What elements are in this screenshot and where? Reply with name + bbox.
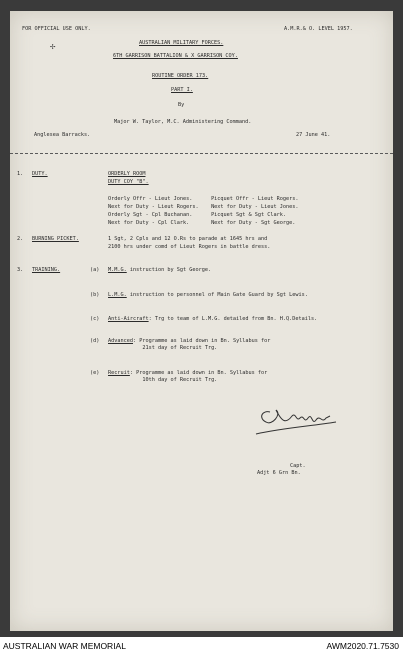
commander-line: Major W. Taylor, M.C. Administering Command. [114, 119, 252, 125]
item-number: 2. [17, 236, 24, 242]
handwritten-signature [252, 402, 342, 444]
reference-label: A.M.R.& O. LEVEL 1957. [284, 26, 353, 32]
item-line: ORDERLY ROOM [108, 171, 146, 177]
sub-key: (e) [90, 370, 100, 376]
divider-rule [10, 153, 393, 154]
sub-line: Anti-Aircraft: Trg to team of L.M.G. detailed from Bn. H.Q.Details. [108, 316, 318, 322]
item-line: Orderly Offr - Lieut Jones. Picquet Offr - Lieut Rogers. [108, 196, 299, 202]
archive-footer [0, 637, 403, 653]
date-label: 27 June 41. [296, 132, 331, 138]
sub-line: 21st day of Recruit Trg. [108, 345, 218, 351]
sub-line: Recruit: Programme as laid down in Bn. Syllabus for [108, 370, 268, 376]
classification-label: FOR OFFICIAL USE ONLY. [22, 26, 91, 32]
sub-key: (a) [90, 267, 100, 273]
sub-line: L.M.G. instruction to personnel of Main Gate Guard by Sgt Lewis. [108, 292, 308, 298]
location-label: Anglesea Barracks. [34, 132, 91, 138]
signatory-rank: Capt. [290, 463, 306, 469]
item-number: 3. [17, 267, 24, 273]
signatory-role: Adjt 6 Grn Bn. [257, 470, 301, 476]
sub-line: M.M.G. instruction by Sgt George. [108, 267, 212, 273]
item-number: 1. [17, 171, 24, 177]
sub-line: 10th day of Recruit Trg. [108, 377, 218, 383]
sub-line: Advanced: Programme as laid down in Bn. Syllabus for [108, 338, 271, 344]
item-line: Next for Duty - Lieut Rogers. Next for Duty - Lieut Jones. [108, 204, 299, 210]
item-line: 2100 hrs under comd of Lieut Rogers in battle dress. [108, 244, 271, 250]
order-title: ROUTINE ORDER 173. [152, 73, 209, 79]
footer-institution: AUSTRALIAN WAR MEMORIAL [3, 641, 126, 651]
part-heading: PART I. [171, 87, 193, 93]
item-line: DUTY COY "B". [108, 179, 149, 185]
by-label: By [178, 102, 185, 108]
item-line: Orderly Sgt - Cpl Buchanan. Picquet Sgt & Sgt Clark. [108, 212, 287, 218]
unit-heading: 6TH GARRISON BATTALION & X GARRISON COY. [113, 53, 238, 59]
sub-key: (b) [90, 292, 100, 298]
item-title: TRAINING. [32, 267, 61, 273]
sub-key: (c) [90, 316, 100, 322]
sub-key: (d) [90, 338, 100, 344]
item-title: BURNING PICKET. [32, 236, 79, 242]
item-line: 1 Sgt, 2 Cpls and 12 O.Rs to parade at 1645 hrs and [108, 236, 268, 242]
footer-accession: AWM2020.71.7530 [326, 641, 399, 651]
item-line: Next for Duty - Cpl Clark. Next for Duty - Sgt George. [108, 220, 296, 226]
pencil-mark: ✢ [50, 42, 56, 52]
force-heading: AUSTRALIAN MILITARY FORCES. [139, 40, 224, 46]
item-title: DUTY. [32, 171, 48, 177]
